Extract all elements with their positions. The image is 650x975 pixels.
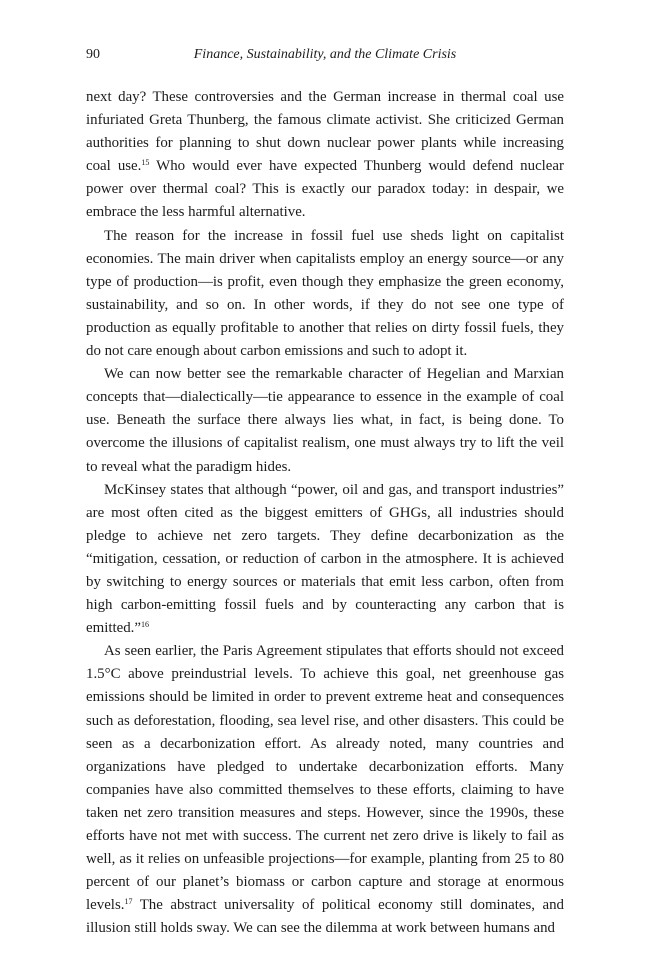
text-run: The abstract universality of political economy still dominates, and illusion still holds sway. We can see the dilemma at work between humans and <box>86 897 564 937</box>
body-text <box>86 86 564 940</box>
text-run: McKinsey states that although “power, oil and gas, and transport industries” are most often cited as the biggest emitters of GHGs, all industries should pledge to achieve net zero targets. They define decarbonization as the “mitigation, cessation, or reduction of carbon in the atmosphere. It is achieved by switching to energy sources or materials that emit less carbon, often from high carbon-emitting fossil fuels and by counteracting any carbon that is emitted.” <box>86 481 564 637</box>
footnote-ref: 16 <box>141 620 149 630</box>
footnote-ref: 17 <box>124 897 133 907</box>
page-number: 90 <box>86 47 100 62</box>
text-run: next day? These controversies and the German increase in thermal coal use infuriated Greta Thunberg, the famous climate activist. She criticized German authorities for planning to shut down nuclear power plants while increasing coal use. <box>86 89 564 175</box>
text-run: Who would ever have expected Thunberg would defend nuclear power over thermal coal? This is exactly our paradox today: in despair, we embrace the less harmful alternative. <box>86 158 564 221</box>
text-run: As seen earlier, the Paris Agreement stipulates that efforts should not exceed 1.5°C above preindustrial levels. To achieve this goal, net greenhouse gas emissions should be limited in order to prevent extreme heat and consequences such as deforestation, flooding, sea level rise, and other disasters. This could be seen as a decarbonization effort. As already noted, many countries and organizations have pledged to undertake decarbonization efforts. Many companies have also committed themselves to these efforts, claiming to have taken net zero transition measures and steps. However, since the 1990s, these efforts have not met with success. The current net zero drive is likely to fail as well, as it relies on unfeasible projections—for example, planting from 25 to 80 percent of our planet’s biomass or carbon capture and storage at enormous levels. <box>86 643 564 914</box>
paragraph <box>86 225 564 364</box>
paragraph <box>86 640 564 940</box>
text-run: The reason for the increase in fossil fuel use sheds light on capitalist economies. The main driver when capitalists employ an energy source—or any type of production—is profit, even though they emphasize the green economy, sustainability, and so on. In other words, if they do not see one type of production as equally profitable to another that relies on dirty fossil fuels, they do not care enough about carbon emissions and such to adopt it. <box>86 227 564 360</box>
text-run: We can now better see the remarkable character of Hegelian and Marxian concepts that—dialectically—tie appearance to essence in the example of coal use. Beneath the surface there always lies what, in fact, is being done. To overcome the illusions of capitalist realism, one must always try to lift the veil to reveal what the paradigm hides. <box>86 366 564 475</box>
paragraph <box>86 479 564 641</box>
footnote-ref: 15 <box>141 158 150 168</box>
paragraph <box>86 86 564 225</box>
running-head <box>86 44 564 66</box>
paragraph <box>86 363 564 478</box>
running-title: Finance, Sustainability, and the Climate Crisis <box>193 47 457 62</box>
